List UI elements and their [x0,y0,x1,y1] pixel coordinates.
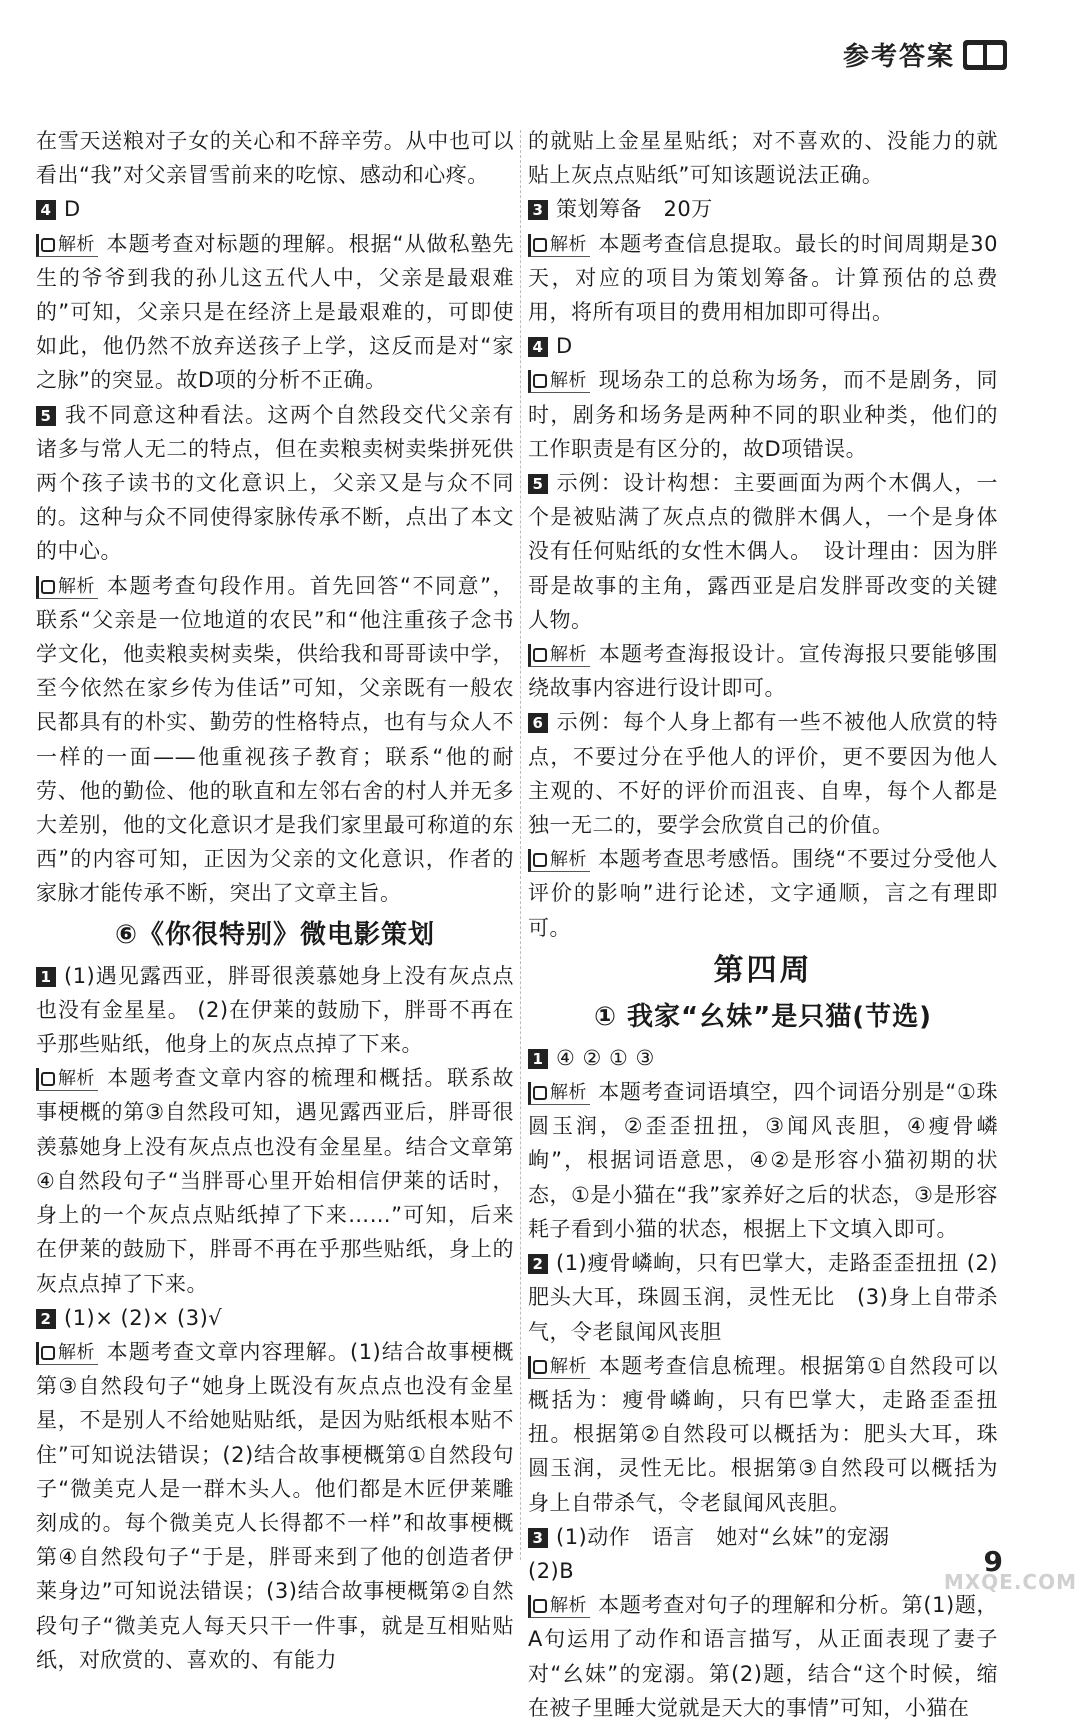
explanation-tag: 解析 [36,1068,98,1091]
explanation-text: 本题考查信息提取。最长的时间周期是30天，对应的项目为策划筹备。计算预估的总费用，将所有项目的费用相加即可得出。 [528,231,998,325]
explanation [528,363,998,466]
answer-item [36,398,514,569]
question-number-badge: 1 [528,1049,548,1069]
explanation [528,227,998,330]
answer-text: (1)瘦骨嶙峋，只有巴掌大，走路歪歪扭扭 (2)肥头大耳，珠圆玉润，灵性无比 (3)身上自带杀气，令老鼠闻风丧胆 [528,1251,998,1344]
week-title: 第四周 [713,952,813,988]
question-number-badge: 4 [528,337,548,357]
explanation-text: 本题考查思考感悟。围绕“不要过分受他人评价的影响”进行论述，文字通顺，言之有理即可。 [528,847,998,940]
explanation-text: 本题考查对句子的理解和分析。第(1)题，A句运用了动作和语言描写，从正面表现了妻子对“幺妹”的宠溺。第(2)题，结合“这个时候，缩在被子里睡大觉就是天大的事情”可知，小猫在 [528,1593,998,1720]
explanation [36,569,514,911]
explanation-icon [533,238,547,252]
question-number-badge: 6 [528,713,548,733]
explanation-text: 本题考查词语填空，四个词语分别是“①珠圆玉润，②歪歪扭扭，③闻风丧胆，④瘦骨嶙峋”，根据词语意思，④②是形容小猫初期的状态，①是小猫在“我”家养好之后的状态，③是形容耗子看到小猫的状态，根据上下文填入即可。 [528,1080,998,1241]
explanation-icon [533,1086,547,1100]
explanation-tag: 解析 [36,1342,98,1365]
explanation-icon [41,1346,55,1360]
explanation [36,1335,514,1677]
explanation [36,1061,514,1300]
answer-item [528,192,998,226]
header-title: 参考答案 [842,42,955,72]
explanation [528,1075,998,1246]
answer-item [528,1520,998,1554]
explanation-icon [41,580,55,594]
explanation-text: 本题考查文章内容的梳理和概括。联系故事梗概的第③自然段可知，遇见露西亚后，胖哥很羡慕她身上没有灰点点也没有金星星。结合文章第④自然段句子“当胖哥心里开始相信伊莱的话时，身上的一个灰点点贴纸掉了下来……”可知，后来在伊莱的鼓励下，胖哥不再在乎那些贴纸，身上的灰点点掉了下来。 [36,1066,514,1296]
answer-text: 策划筹备 20万 [556,197,713,222]
answer-text: (1)遇见露西亚，胖哥很羡慕她身上没有灰点点也没有金星星。 (2)在伊莱的鼓励下，胖哥不再在乎那些贴纸，他身上的灰点点掉了下来。 [36,963,514,1057]
explanation-text: 本题考查文章内容理解。(1)结合故事梗概第③自然段句子“她身上既没有灰点点也没有金星星，不是别人不给她贴贴纸，是因为贴纸根本贴不住”可知说法错误；(2)结合故事梗概第①自然段句子“微美克人是一群木头人。他们都是木匠伊莱雕刻成的。每个微美克人长得都不一样”和故事梗概第④自然段句子“于是，胖哥来到了他的创造者伊莱身边”可知说法错误；(3)结合故事梗概第②自然段句子“微美克人每天只干一件事，就是互相贴贴纸，对欣赏的、喜欢的、有能力 [36,1339,514,1672]
explanation-icon [533,648,547,662]
answer-item [36,1301,514,1335]
explanation-icon [533,1360,547,1374]
left-column [36,124,514,1677]
answer-item [528,466,998,637]
explanation-icon [533,374,547,388]
answer-item [36,192,514,226]
section-title: ⑥《你很特别》微电影策划 [114,919,435,950]
answer-text-line: (2)B [528,1558,575,1583]
explanation [36,227,514,398]
answer-text: 示例：每个人身上都有一些不被他人欣赏的特点，不要过分在乎他人的评价，更不要因为他人主观的、不好的评价而沮丧、自卑，每个人都是独一无二的，要学会欣赏自己的价值。 [528,710,998,838]
explanation-tag: 解析 [36,576,98,599]
question-number-badge: 2 [528,1254,548,1274]
explanation-tag: 解析 [528,1595,590,1618]
explanation-icon [533,1599,547,1613]
explanation-icon [41,1072,55,1086]
explanation-tag: 解析 [528,1082,590,1105]
question-number-badge: 1 [36,967,56,987]
answer-text: (1)动作 语言 她对“幺妹”的宠溺 [556,1524,890,1549]
question-number-badge: 5 [528,474,548,494]
explanation-tag: 解析 [528,370,590,393]
explanation-text: 本题考查海报设计。宣传海报只要能够围绕故事内容进行设计即可。 [528,642,998,701]
explanation [528,842,998,945]
question-number-badge: 3 [528,200,548,220]
answer-item [36,959,514,1062]
explanation [528,1349,998,1520]
explanation-tag: 解析 [528,1356,590,1379]
paragraph: 的就贴上金星星贴纸；对不喜欢的、没能力的就贴上灰点点贴纸”可知该题说法正确。 [528,129,998,188]
section-title: ① 我家“幺妹”是只猫(节选) [593,1001,932,1032]
explanation-text: 现场杂工的总称为场务，而不是剧务，同时，剧务和场务是两种不同的职业种类，他们的工作职责是有区分的，故D项错误。 [528,368,998,461]
watermark: MXQE.COM [943,1570,1077,1594]
column-divider [520,130,521,1560]
explanation-tag: 解析 [36,234,98,257]
answer-item [528,1246,998,1349]
open-book-icon [963,40,1007,70]
explanation-icon [41,238,55,252]
answer-item [528,329,998,363]
answer-item [528,705,998,842]
explanation-text: 本题考查句段作用。首先回答“不同意”，联系“父亲是一位地道的农民”和“他注重孩子念书学文化，他卖粮卖树卖柴，供给我和哥哥读中学，至今依然在家乡传为佳话”可知，父亲既有一般农民都具有的朴实、勤劳的性格特点，也有与众人不一样的一面——他重视孩子教育；联系“他的耐劳、他的勤俭、他的耿直和左邻右舍的村人并无多大差别，他的文化意识才是我们家里最可称道的东西”的内容可知，正因为父亲的文化意识，作者的家脉才能传承不断，突出了文章主旨。 [36,573,514,906]
answer-text: 我不同意这种看法。这两个自然段交代父亲有诸多与常人无二的特点，但在卖粮卖树卖柴拼死供两个孩子读书的文化意识上，父亲又是与众不同的。这种与众不同使得家脉传承不断，点出了本文的中心。 [36,402,514,564]
paragraph: 在雪天送粮对子女的关心和不辞辛劳。从中也可以看出“我”对父亲冒雪前来的吃惊、感动和心疼。 [36,129,514,188]
answer-item [528,1041,998,1075]
question-number-badge: 2 [36,1309,56,1329]
answer-text: D [64,197,81,222]
explanation-tag: 解析 [528,234,590,257]
explanation [528,637,998,705]
question-number-badge: 3 [528,1528,548,1548]
explanation-text: 本题考查对标题的理解。根据“从做私塾先生的爷爷到我的孙儿这五代人中，父亲是最艰难的”可知，父亲只是在经济上是最艰难的，可即使如此，他仍然不放弃送孩子上学，这反而是对“家之脉”的突显。故D项的分析不正确。 [36,231,514,393]
answer-text: (1)× (2)× (3)√ [64,1305,223,1330]
explanation-text: 本题考查信息梳理。根据第①自然段可以概括为：瘦骨嶙峋，只有巴掌大，走路歪歪扭扭。根据第②自然段可以概括为：肥头大耳，珠圆玉润，灵性无比。根据第③自然段可以概括为身上自带杀气，令老鼠闻风丧胆。 [528,1353,998,1515]
page-header [843,36,1007,73]
explanation [528,1588,998,1725]
explanation-icon [533,853,547,867]
answer-text: D [556,334,573,359]
answer-text: ④ ② ① ③ [556,1045,655,1070]
answer-text: 示例：设计构想：主要画面为两个木偶人，一个是被贴满了灰点点的微胖木偶人，一个是身体没有任何贴纸的女性木偶人。 设计理由：因为胖哥是故事的主角，露西亚是启发胖哥改变的关键人物。 [528,471,998,632]
explanation-tag: 解析 [528,849,590,872]
right-column [528,124,998,1725]
page-number: 9 [983,1545,1003,1578]
question-number-badge: 4 [36,200,56,220]
question-number-badge: 5 [36,406,56,426]
explanation-tag: 解析 [528,644,590,667]
